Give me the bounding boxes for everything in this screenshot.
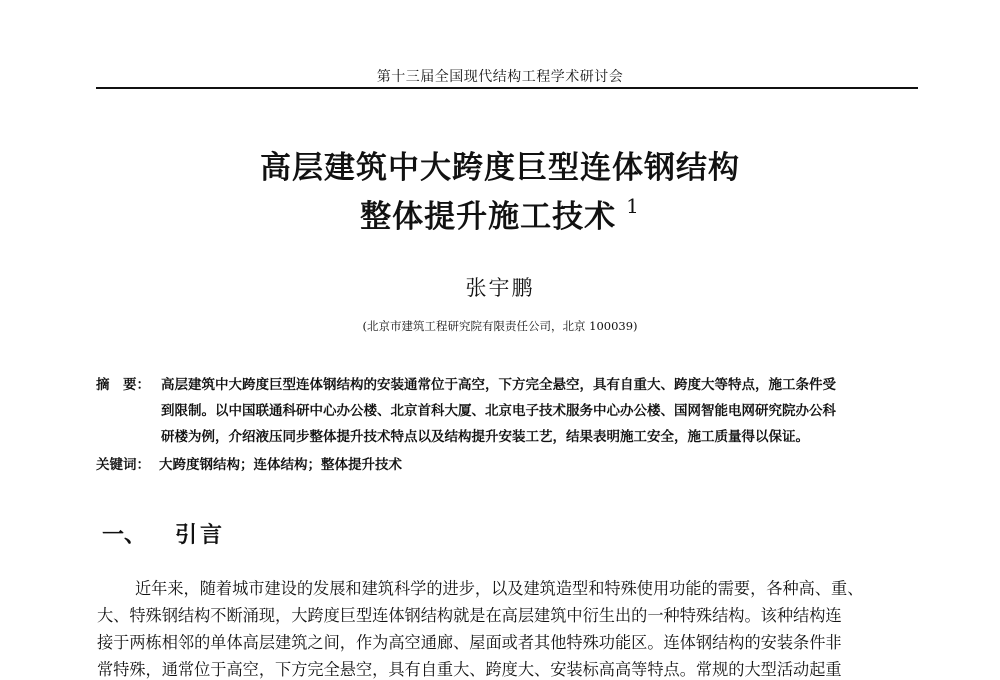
body-paragraph-line: 近年来，随着城市建设的发展和建筑科学的进步，以及建筑造型和特殊使用功能的需要，各种高、重、	[135, 579, 864, 598]
abstract-line: 研楼为例，介绍液压同步整体提升技术特点以及结构提升安装工艺，结果表明施工安全，施工质量得以保证。	[161, 429, 809, 445]
keywords-label: 关键词：	[96, 457, 150, 473]
title-line-2	[0, 191, 1000, 236]
title-footnote-mark: 1	[626, 194, 640, 218]
body-paragraph-line: 大、特殊钢结构不断涌现，大跨度巨型连体钢结构就是在高层建筑中衍生出的一种特殊结构。该种结构连	[97, 606, 842, 625]
body-paragraph-line: 接于两栋相邻的单体高层建筑之间，作为高空通廊、屋面或者其他特殊功能区。连体钢结构的安装条件非	[97, 633, 842, 652]
abstract-line: 高层建筑中大跨度巨型连体钢结构的安装通常位于高空，下方完全悬空，具有自重大、跨度大等特点，施工条件受	[161, 377, 836, 393]
header-rule	[96, 87, 918, 89]
title-text-2: 整体提升施工技术	[360, 199, 617, 235]
body-paragraph-line: 常特殊，通常位于高空，下方完全悬空，具有自重大、跨度大、安装标高高等特点。常规的大型活动起重	[97, 660, 842, 679]
running-head: 第十三届全国现代结构工程学术研讨会	[376, 69, 624, 85]
keywords-text: 大跨度钢结构；连体结构；整体提升技术	[159, 457, 402, 473]
author-affiliation: (北京市建筑工程研究院有限责任公司，北京 100039)	[362, 319, 638, 333]
abstract-label: 摘 要：	[96, 377, 150, 393]
section-title: 引言	[175, 523, 226, 548]
abstract-line: 到限制。以中国联通科研中心办公楼、北京首科大厦、北京电子技术服务中心办公楼、国网智能电网研究院办公科	[161, 403, 836, 419]
title-text-1: 高层建筑中大跨度巨型连体钢结构	[260, 150, 740, 186]
section-number: 一、	[102, 523, 147, 548]
title-line-1	[0, 142, 1000, 187]
author-name: 张宇鹏	[465, 276, 535, 300]
